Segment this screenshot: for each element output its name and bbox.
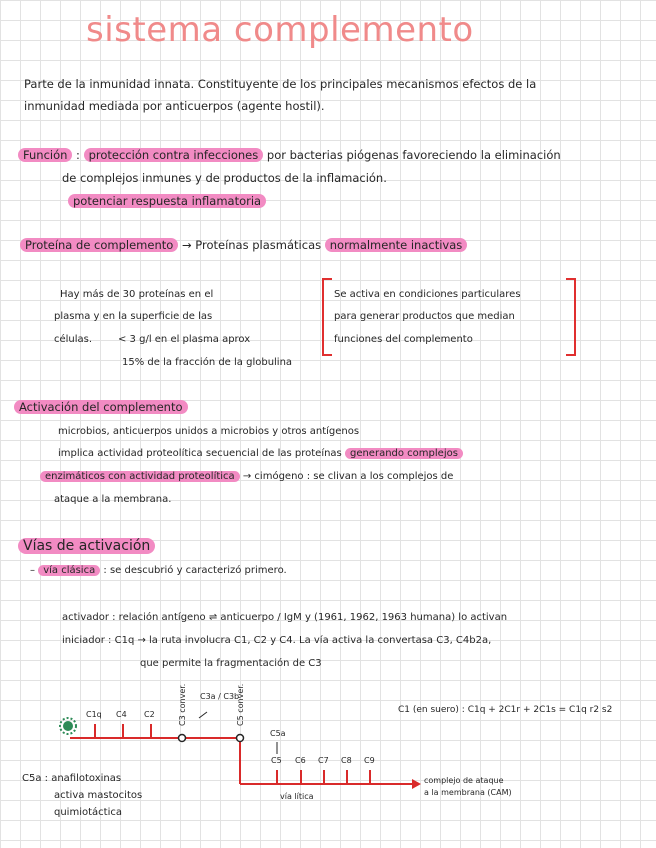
intro-line-2: inmunidad mediada por anticuerpos (agente hostil). [24, 99, 325, 113]
label-c5a: C5a [270, 729, 286, 738]
vias-label: Vías de activación [18, 538, 155, 554]
c3-products-arrow [199, 712, 207, 718]
proteina-left-5: 15% de la fracción de la globulina [122, 357, 293, 368]
funcion-line-2: de complejos inmunes y de productos de la inflamación. [62, 171, 387, 185]
mac-arrowhead [412, 779, 421, 789]
proteina-left-4: < 3 g/l en el plasma aprox [118, 334, 251, 345]
activacion-label: Activación del complemento [14, 400, 188, 414]
funcion-label: Función [18, 148, 72, 162]
label-c3-convertase: C3 conver. [178, 683, 187, 726]
c3-convertase-node [179, 735, 186, 742]
funcion-line: Función : protección contra infecciones por bacterias piógenas favoreciendo la eliminación [18, 148, 561, 162]
vias-iniciador: iniciador : C1q → la ruta involucra C1, C2 y C4. La vía activa la convertasa C3, C4b2a, [62, 635, 492, 646]
c5-convertase-node [237, 735, 244, 742]
c5a-note-2: activa mastocitos [54, 790, 143, 801]
vias-dash: – [30, 565, 35, 576]
c5a-note-1: C5a : anafilotoxinas [22, 773, 122, 784]
proteina-right-3: funciones del complemento [334, 334, 473, 345]
proteina-left-3: células. [54, 334, 93, 345]
proteina-left-1: Hay más de 30 proteínas en el [60, 289, 214, 300]
microbe-icon [60, 718, 76, 734]
label-c2: C2 [144, 710, 155, 719]
vias-activador: activador : relación antígeno ⇌ anticuerpo / IgM y (1961, 1962, 1963 humana) lo activan [62, 612, 508, 623]
label-c7: C7 [318, 756, 329, 765]
activacion-item-3-hl: enzimáticos con actividad proteolítica [40, 471, 240, 482]
c5a-note-3: quimiotáctica [54, 807, 122, 818]
label-via-litica: vía lítica [280, 792, 314, 801]
funcion-sub: potenciar respuesta inflamatoria [68, 194, 266, 208]
proteina-left-2: plasma y en la superficie de las [54, 311, 213, 322]
activacion-item-4: ataque a la membrana. [54, 494, 172, 505]
funcion-rest: por bacterias piógenas favoreciendo la eliminación [266, 148, 561, 162]
proteina-label: Proteína de complemento [20, 238, 178, 252]
label-mac-1: complejo de ataque [424, 776, 504, 785]
proteina-mid: Proteínas plasmáticas [195, 238, 322, 252]
label-c9: C9 [364, 756, 375, 765]
vias-fragmentacion: que permite la fragmentación de C3 [140, 658, 322, 669]
vias-clasica-rest: : se descubrió y caracterizó primero. [103, 565, 287, 576]
intro-line-1: Parte de la inmunidad innata. Constituyente de los principales mecanismos efectos de la [24, 77, 537, 91]
proteina-highlight: normalmente inactivas [325, 238, 468, 252]
page-title: sistema complemento [86, 10, 474, 50]
label-c4: C4 [116, 710, 127, 719]
activacion-item-3-rest: → cimógeno : se clivan a los complejos de [242, 471, 454, 482]
proteina-right-2: para generar productos que median [334, 311, 515, 322]
label-mac-2: a la membrana (CAM) [424, 788, 512, 797]
label-c3-products: C3a / C3b [200, 692, 240, 701]
funcion-highlight: protección contra infecciones [84, 148, 264, 162]
label-c5: C5 [271, 756, 282, 765]
activacion-item-2: implica actividad proteolítica secuencial de las proteínas [58, 448, 342, 459]
label-c1q: C1q [86, 710, 102, 719]
vias-clasica: vía clásica [38, 565, 100, 576]
activacion-item-1: microbios, anticuerpos unidos a microbios y otros antígenos [58, 426, 360, 437]
label-c8: C8 [341, 756, 352, 765]
label-c6: C6 [295, 756, 306, 765]
proteina-right-1: Se activa en condiciones particulares [334, 289, 521, 300]
proteina-arrow: → [181, 238, 192, 252]
c1-formula: C1 (en suero) : C1q + 2C1r + 2C1s = C1q r2 s2 [398, 705, 613, 715]
activacion-item-2-hl: generando complejos [345, 448, 463, 459]
label-c5-convertase: C5 conver. [236, 683, 245, 726]
